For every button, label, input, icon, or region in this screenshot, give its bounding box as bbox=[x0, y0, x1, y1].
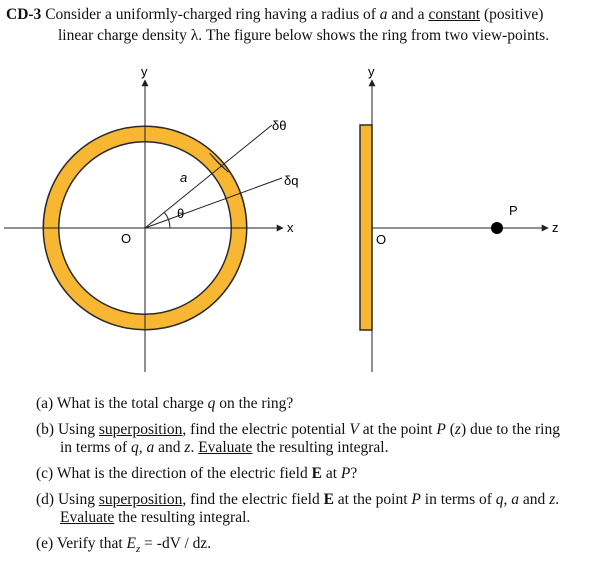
line2-post: . The figure below shows the ring from two view-points. bbox=[198, 27, 550, 44]
qd-pre: Using bbox=[57, 491, 99, 508]
line2-pre: linear charge density bbox=[58, 27, 191, 44]
qb-mid2: at the point bbox=[358, 421, 437, 438]
qb-c1: , bbox=[138, 439, 147, 456]
qb-l2-pre: in terms of bbox=[60, 439, 132, 456]
qb-V: V bbox=[349, 421, 359, 438]
qb-arg: ( bbox=[445, 421, 455, 438]
qc-mid: at bbox=[321, 465, 341, 482]
qd-mid2: at the point bbox=[333, 491, 412, 508]
ring-edge-view bbox=[360, 125, 372, 330]
qe-post: = -dV / dz. bbox=[140, 535, 212, 552]
y-label-left: y bbox=[141, 64, 148, 79]
qd-superposition: superposition bbox=[98, 491, 183, 508]
qc-post: ? bbox=[350, 465, 358, 482]
qb-q: q bbox=[131, 439, 139, 456]
qd-E: E bbox=[323, 491, 334, 508]
line1-mid: and a bbox=[387, 6, 429, 23]
line1-post: (positive) bbox=[480, 6, 544, 23]
radius-var: a bbox=[379, 6, 388, 23]
z-label-right: z bbox=[552, 220, 559, 235]
qd-a: a bbox=[511, 491, 520, 508]
question-b bbox=[36, 421, 560, 439]
dq-label: δq bbox=[284, 173, 299, 188]
qd-evaluate: Evaluate bbox=[60, 509, 115, 526]
origin-label-left: O bbox=[121, 231, 132, 246]
lambda-symbol: λ bbox=[190, 27, 199, 44]
qd-q: q bbox=[495, 491, 504, 508]
qa-label: (a) bbox=[36, 395, 54, 412]
radius-line-2 bbox=[145, 178, 282, 228]
qd-c1: , bbox=[503, 491, 512, 508]
qc-P: P bbox=[340, 465, 351, 482]
qb-label: (b) bbox=[36, 421, 55, 438]
question-b-line-2 bbox=[60, 439, 388, 457]
dtheta-label: δθ bbox=[272, 118, 287, 133]
qe-sub: z bbox=[136, 543, 141, 556]
question-d-line-2 bbox=[60, 509, 250, 527]
point-p-label: P bbox=[509, 203, 518, 218]
qa-pre: What is the total charge bbox=[56, 395, 208, 412]
qb-tail: ) due to the ring bbox=[460, 421, 560, 438]
qb-mid: , find the electric potential bbox=[182, 421, 350, 438]
qc-label: (c) bbox=[36, 465, 54, 482]
left-view bbox=[4, 64, 298, 372]
qa-post: on the ring? bbox=[215, 395, 294, 412]
qb-superposition: superposition bbox=[98, 421, 183, 438]
question-a bbox=[36, 395, 293, 413]
qb-and: and bbox=[154, 439, 185, 456]
qa-var: q bbox=[207, 395, 216, 412]
qb-l2-post: the resulting integral. bbox=[252, 439, 389, 456]
qb-a: a bbox=[146, 439, 155, 456]
qe-pre: Verify that bbox=[56, 535, 127, 552]
origin-label-right: O bbox=[376, 232, 387, 247]
radius-label: a bbox=[180, 170, 188, 185]
qd-mid3: in terms of bbox=[420, 491, 496, 508]
qb-evaluate: Evaluate bbox=[198, 439, 253, 456]
qd-dot: . bbox=[555, 491, 560, 508]
qc-E: E bbox=[311, 465, 322, 482]
question-d bbox=[36, 491, 559, 509]
qb-P: P bbox=[436, 421, 446, 438]
line1-pre: Consider a uniformly-charged ring having a radius of bbox=[45, 6, 380, 23]
qe-label: (e) bbox=[36, 535, 54, 552]
qb-z: z bbox=[454, 421, 461, 438]
qb-pre: Using bbox=[57, 421, 99, 438]
qd-mid: , find the electric field bbox=[182, 491, 324, 508]
question-e bbox=[36, 535, 211, 558]
qc-pre: What is the direction of the electric field bbox=[56, 465, 312, 482]
problem-id: CD-3 bbox=[6, 6, 42, 23]
point-p-dot bbox=[491, 222, 503, 234]
constant-word: constant bbox=[428, 6, 481, 23]
qd-l2-post: the resulting integral. bbox=[114, 509, 251, 526]
theta-label: θ bbox=[177, 206, 185, 221]
qd-and: and bbox=[519, 491, 550, 508]
qd-z: z bbox=[549, 491, 556, 508]
right-view bbox=[360, 64, 559, 372]
question-c bbox=[36, 465, 357, 483]
qb-dot: . bbox=[190, 439, 199, 456]
x-label-left: x bbox=[287, 220, 294, 235]
qd-label: (d) bbox=[36, 491, 55, 508]
y-label-right: y bbox=[368, 64, 375, 79]
qe-E: E bbox=[126, 535, 137, 552]
qb-z2: z bbox=[184, 439, 191, 456]
qd-P: P bbox=[411, 491, 421, 508]
